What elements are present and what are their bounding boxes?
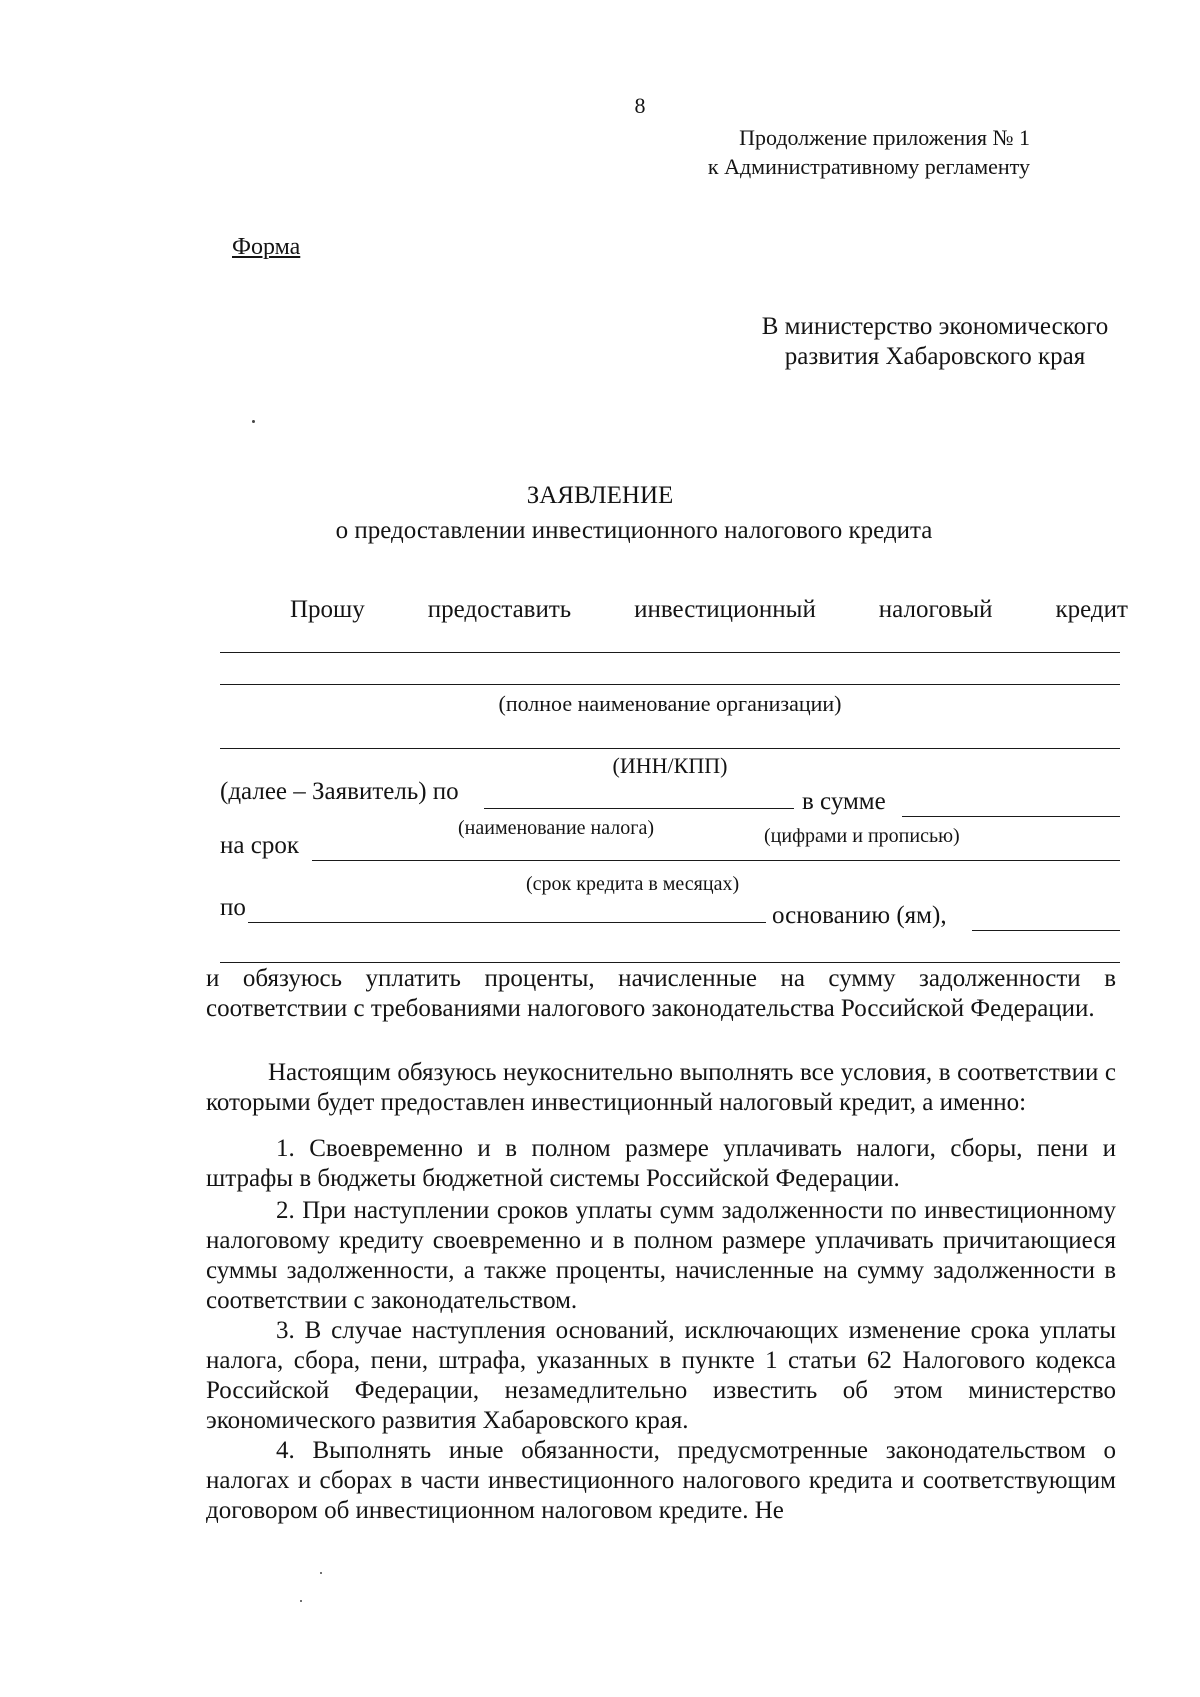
request-line [218, 594, 1128, 625]
basis-continuation-field[interactable] [220, 962, 1120, 963]
addressee-line-1: В министерство экономического [761, 313, 1109, 340]
scan-speck [320, 1572, 322, 1574]
appendix-line-2: к Административному регламенту [707, 153, 1030, 179]
form-label: Форма [232, 234, 301, 260]
conditions-paragraph: Настоящим обязуюсь неукоснительно выполнять все условия, в соответствии с которыми будет предоставлен инвестиционный налоговый кредит, а именно: [206, 1059, 1116, 1116]
request-word: предоставить [427, 596, 572, 623]
condition-item-4: 4. Выполнять иные обязанности, предусмотренные законодательством о налогах и сборах в части инвестиционного налогового кредита и соответствующим договором об инвестиционном налоговом кредите. Не [206, 1437, 1116, 1524]
basis-label: основанию (ям), [772, 902, 947, 929]
page-number: 8 [634, 93, 646, 118]
inn-kpp-field-line[interactable] [220, 748, 1120, 749]
addressee-block [740, 312, 1130, 372]
basis-extra-field[interactable] [972, 930, 1120, 931]
request-word: инвестиционный [634, 596, 816, 623]
applicant-prefix: (далее – Заявитель) по [220, 778, 459, 805]
org-name-field-line-2[interactable] [220, 684, 1120, 685]
appendix-line-1: Продолжение приложения № 1 [739, 125, 1030, 150]
obligation-paragraph: и обязуюсь уплатить проценты, начисленные на сумму задолженности в соответствии с требованиями налогового законодательства Российской Федерации. [206, 965, 1116, 1022]
document-subtitle: о предоставлении инвестиционного налогового кредита [335, 517, 933, 544]
document-title: ЗАЯВЛЕНИЕ [526, 482, 674, 509]
scan-speck [300, 1600, 302, 1602]
sum-label: в сумме [802, 788, 886, 815]
sum-caption: (цифрами и прописью) [764, 825, 960, 847]
request-word: налоговый [878, 596, 993, 623]
request-word: кредит [1055, 596, 1128, 623]
term-field[interactable] [312, 860, 1120, 861]
term-caption: (срок кредита в месяцах) [526, 873, 740, 895]
sum-field[interactable] [902, 816, 1120, 817]
tax-name-caption: (наименование налога) [458, 817, 654, 839]
org-name-caption: (полное наименование организации) [498, 691, 842, 716]
org-name-field-line-1[interactable] [220, 652, 1120, 653]
request-word: Прошу [290, 596, 365, 623]
addressee-line-2: развития Хабаровского края [784, 343, 1086, 370]
term-label: на срок [220, 832, 299, 859]
condition-item-2: 2. При наступлении сроков уплаты сумм задолженности по инвестиционному налоговому кредиту своевременно и в полном размере уплачивать причитающиеся суммы задолженности, а также проценты, начисленные на сумму задолженности в соответствии с законодательством. [206, 1197, 1116, 1314]
appendix-note [708, 124, 1030, 181]
tax-name-field[interactable] [484, 808, 794, 809]
basis-prefix: по [220, 894, 246, 921]
inn-kpp-caption: (ИНН/КПП) [612, 753, 728, 778]
scan-speck [252, 420, 255, 423]
basis-field[interactable] [248, 922, 766, 923]
condition-item-3: 3. В случае наступления оснований, исключающих изменение срока уплаты налога, сбора, пени, штрафа, указанных в пункте 1 статьи 62 Налогового кодекса Российской Федерации, незамедлительно известить об этом министерство экономического развития Хабаровского края. [206, 1317, 1116, 1434]
condition-item-1: 1. Своевременно и в полном размере уплачивать налоги, сборы, пени и штрафы в бюджеты бюджетной системы Российской Федерации. [206, 1135, 1116, 1192]
